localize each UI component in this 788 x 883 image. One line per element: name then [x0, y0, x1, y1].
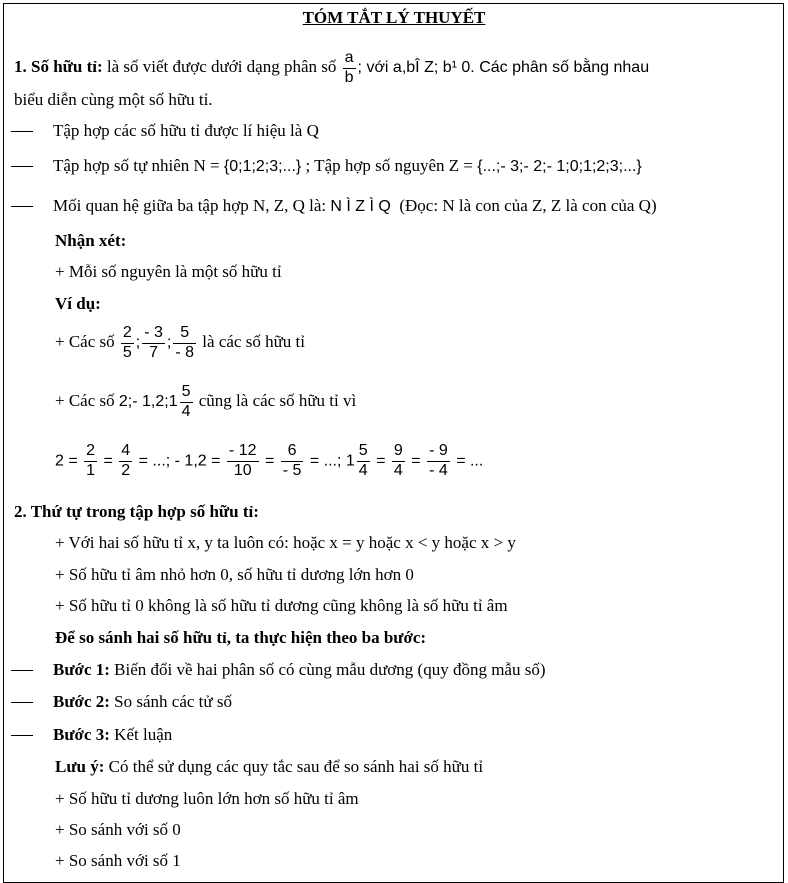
- definition-text: là số viết được dưới dạng phân số: [106, 57, 337, 77]
- note-line: Lưu ý: Có thể sử dụng các quy tắc sau để so sánh hai số hữu tỉ: [55, 757, 484, 776]
- compare-heading: Để so sánh hai số hữu tỉ, ta thực hiện theo ba bước:: [55, 628, 427, 647]
- equality-line: 2 = $\frac{2}{1}$ = $\frac{4}{2}$ = ...; - 1,2 = $\frac{- 12}{10}$ = $\frac{6}{- 5}$ = ...; 1 $\frac{5}{4}$ = $\frac{9}{4}$ = $\frac{- 9}{- 4}$ = ...: [55, 442, 484, 479]
- fraction: $\frac{- 9}{- 4}$: [429, 442, 448, 479]
- dash-bullet: [11, 702, 33, 703]
- example-numbers: 2;- 1,2;1: [118, 393, 178, 411]
- fraction: $\frac{- 3}{7}$: [144, 324, 163, 361]
- dash-bullet: [11, 166, 33, 167]
- fraction: $\frac{9}{4}$: [393, 442, 403, 479]
- section-1-heading: 1. Số hữu tỉ:: [14, 57, 103, 77]
- step-3: Bước 3: Kết luận: [53, 725, 173, 744]
- fraction: $\frac{5}{4}$: [358, 442, 368, 479]
- section-2-heading: 2. Thứ tự trong tập hợp số hữu tỉ:: [14, 502, 259, 521]
- fraction: $\frac{4}{2}$: [121, 442, 131, 479]
- fraction-a-over-b: $\frac{a}{b}$: [344, 49, 354, 86]
- definition-condition: ; với a,bÎ Z; b¹ 0. Các phân số bằng nhau: [357, 59, 650, 77]
- note-rule-3: + So sánh với số 1: [55, 851, 181, 870]
- fraction: $\frac{- 12}{10}$: [228, 442, 257, 479]
- set-z: {...;- 3;- 2;- 1;0;1;2;3;...}: [477, 158, 642, 175]
- note-rule-2: + So sánh với số 0: [55, 820, 181, 839]
- dash-bullet: [11, 206, 33, 207]
- bullet-set-relation: Mối quan hệ giữa ba tập hợp N, Z, Q là: N Ì Z Ì Q (Đọc: N là con của Z, Z là con của Q): [53, 196, 657, 215]
- bullet-q-notation: Tập hợp các số hữu tỉ được lí hiệu là Q: [53, 121, 319, 140]
- dash-bullet: [11, 670, 33, 671]
- bullet-sets: Tập hợp số tự nhiên N = {0;1;2;3;...} ; Tập hợp số nguyên Z = {...;- 3;- 2;- 1;0;1;2;3;...}: [53, 156, 642, 175]
- fraction: $\frac{5}{4}$: [181, 383, 191, 420]
- order-rule-3: + Số hữu tỉ 0 không là số hữu tỉ dương cũng không là số hữu tỉ âm: [55, 596, 508, 615]
- dash-bullet: [11, 131, 33, 132]
- fraction: $\frac{5}{- 8}$: [175, 324, 195, 361]
- example-2: + Các số 2;- 1,2;1 $\frac{5}{4}$ cũng là các số hữu tỉ vì: [55, 383, 357, 420]
- order-rule-1: + Với hai số hữu tỉ x, y ta luôn có: hoặc x = y hoặc x < y hoặc x > y: [55, 533, 516, 552]
- example-label: Ví dụ:: [55, 294, 101, 313]
- set-relation-formula: N Ì Z Ì Q: [330, 198, 391, 215]
- step-2: Bước 2: So sánh các tử số: [53, 692, 232, 711]
- note-rule-1: + Số hữu tỉ dương luôn lớn hơn số hữu tỉ âm: [55, 789, 359, 808]
- definition-line: [14, 50, 649, 87]
- fraction: $\frac{2}{5}$: [122, 324, 132, 361]
- remark-text: + Mỗi số nguyên là một số hữu tỉ: [55, 262, 282, 281]
- set-n: {0;1;2;3;...}: [223, 158, 302, 175]
- fraction: $\frac{6}{- 5}$: [282, 442, 302, 479]
- fraction: $\frac{2}{1}$: [86, 442, 96, 479]
- order-rule-2: + Số hữu tỉ âm nhỏ hơn 0, số hữu tỉ dương lớn hơn 0: [55, 565, 414, 584]
- example-1: + Các số $\frac{2}{5}$ ; $\frac{- 3}{7}$ ; $\frac{5}{- 8}$ là các số hữu tỉ: [55, 324, 305, 361]
- step-1: Bước 1: Biến đổi về hai phân số có cùng mẫu dương (quy đồng mẫu số): [53, 660, 546, 679]
- page-title: TÓM TẮT LÝ THUYẾT: [302, 8, 486, 27]
- dash-bullet: [11, 735, 33, 736]
- remark-label: Nhận xét:: [55, 231, 127, 250]
- definition-line-2: biểu diễn cùng một số hữu tỉ.: [14, 90, 213, 109]
